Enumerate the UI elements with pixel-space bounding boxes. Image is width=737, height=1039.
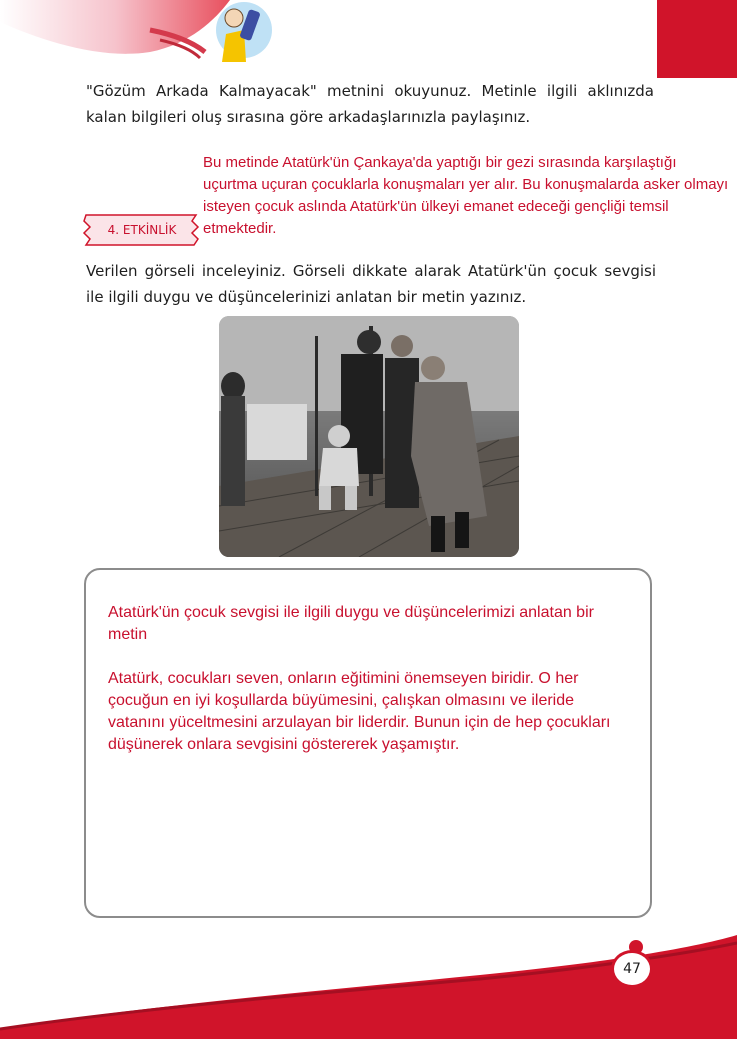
mascot-icon xyxy=(210,0,272,66)
page-number: 47 xyxy=(611,950,653,988)
instruction-paragraph: Verilen görseli inceleyiniz. Görseli dikkate alarak Atatürk'ün çocuk sevgisi ile ilgili duygu ve düşüncelerinizi anlatan bir metin yazınız. xyxy=(86,262,656,306)
answer-box-title: Atatürk'ün çocuk sevgisi ile ilgili duygu ve düşüncelerimizi anlatan bir metin xyxy=(108,604,594,643)
answer-text-1: Bu metinde Atatürk'ün Çankaya'da yaptığı bir gezi sırasında karşılaştığı uçurtma uçuran çocuklarla konuşmaları yer alır. Bu konuşmalarda asker olmayı isteyen çocuk aslında Atatürk'ün ülkeyi emanet edeceği gençliği temsil etmektedir. xyxy=(203,154,729,237)
corner-tab xyxy=(657,0,737,78)
intro-paragraph: "Gözüm Arkada Kalmayacak" metnini okuyunuz. Metinle ilgili aklınızda kalan bilgileri oluş sırasına göre arkadaşlarınızla paylaşınız. xyxy=(86,82,654,126)
activity-label: 4. ETKİNLİK xyxy=(107,223,177,237)
answer-box-body: Atatürk, cocukları seven, onların eğitimini önemseyen biridir. O her çocuğun en iyi koşullarda büyümesini, çalışkan olmasını ve ileride vatanını yüceltmesini arzulayan bir liderdir. Bunun için de hep çocukları düşünerek onlara sevgisini göstererek yaşamıştır. xyxy=(108,670,611,753)
ataturk-child-photo xyxy=(219,316,519,557)
answer-box[interactable] xyxy=(84,568,652,918)
